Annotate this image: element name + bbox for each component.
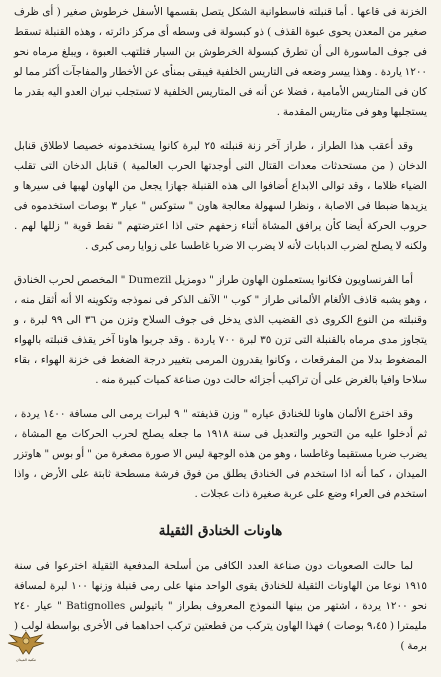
eagle-emblem-icon — [4, 628, 48, 658]
paragraph-gap — [14, 256, 427, 270]
paragraph-3: أما الفرنساويون فكانوا يستعملون الهاون طراز " دومزيل Dumezil " المخصص لحرب الخنادق ، وهو يشبه قاذف الألغام الألمانى طراز " كوب " الآنف الذكر فى نموذجه وتكوينه الا أنه أثقل منه ، وقنبلته من النوع الكروى ذى القضيب الذى يدخل فى جوف السلاح وتزن من ٣٦ الى ٩٩ لبرة ، و يتجاوز مدى مرماه بالقنبلة التى تزن ٣٥ لبرة ٧٠٠ ياردة . وقد جربوا هاونا آخر يقذف قنبلته بالهواء المضغوط بدلا من المفرقعات ، وكانوا يقدرون المرمى بتغيير درجة الضغط فى خزنة الهواء ، بقاء سلاحا وافيا بالغرض على أن تراكيب أجزائه حالت دون صناعة كميات كبيرة منه . — [14, 274, 428, 386]
paragraph-gap — [14, 122, 427, 136]
library-logo-icon — [4, 628, 48, 668]
section-heading: هاونات الخنادق الثقيلة — [158, 523, 283, 539]
logo-caption: مكتبة الميدان — [16, 658, 36, 662]
paragraph-5: لما حالت الصعوبات دون صناعة العدد الكافى من أسلحة المدفعية الثقيلة اخترعوا فى سنة ١٩١٥ نوعا من الهاونات الثقيلة للخنادق يقوى الواحد منها على رمى قنبلة وزنها ١٠٠ لبرة لمسافة نحو ١٢٠٠ يردة ، اشتهر من بينها النموذج المعروف بطراز " باتيولس Batignolles " عيار ٢٤٠ مليمترا ( ٩،٤٥ بوصات ) فهذا الهاون يتركب من قطعتين تركب احداهما فى الأخرى بواسطة لولب ( برمة ) — [14, 560, 428, 652]
page-body — [14, 2, 427, 677]
paragraph-4: وقد اخترع الألمان هاونا للخنادق عياره " وزن قذيفته " ٩ لبرات يرمى الى مسافة ١٤٠٠ يردة ، ثم أدخلوا عليه من التحوير والتعديل فى سنة ١٩١٨ ما جعله يصلح لحرب الحركات مع المشاة ، يضرب ضربا مستقيما وغاطسا ، وهو من هذه الوجهة ليس الا صورة مصغرة من " أو بوس " هاوتزر الميدان ، كما أنه اذا استخدم فى الخنادق يطلق من فوق فرشة مسطحة ثابتة على الأرض ، واذا استخدم فى العراء وضع على عربة صغيرة ذات عجلات . — [14, 408, 427, 500]
paragraph-gap — [14, 390, 427, 404]
paragraph-1: الخزنة فى قاعها . أما قنبلته فاسطوانية الشكل يتصل بقسمها الأسفل خرطوش صغير ( أى ظرف صغير من المعدن يحوى عبوة القذف ) ذو كبسولة فى وسطه أى مركز دائرته ، وهذه القنبلة تسقط فى جوف الماسورة الى أن تطرق كبسولة الخرطوش بن السيار فتلتهب العبوة ، ويبلغ مرماه نحو ١٢٠٠ ياردة . وهذا ييسر وضعه فى التاريس الخلفية فيبقى بمنأى عن الأخطار والمفاجآت أكثر مما لو كان فى المتاريس الأمامية ، فضلا عن أنه فى المتاريس الخلفية لا تستجلب نيران العدو اليه بقدر ما يستجلبها وهو فى متاريس المقدمة . — [14, 6, 427, 118]
paragraph-2: وقد أعقب هذا الطراز ، طراز آخر زنة قنبلته ٢٥ لبرة كانوا يستخدمونه خصيصا لاطلاق قنابل الدخان ( من مستحدثات معدات القتال التى أوجدتها الحرب العالمية ) قنابل الدخان التى تقلب الضياء ظلاما ، وقد توالى الابداع أضافوا الى هذه القنبلة جهازا يجعل من الهاون لهبها فى سيرها و يزيدها ضبطا فى الاصابة ، ونظرا لسهولة معالجة هاون " ستوكس " عيار ٣ بوصات استخدموه فى حروب الحركة أيضا كأن يرافق المشاة أثناء زحفهم حتى اذا اعترضتهم " نقط قوية " زللها لهم . ولكنه لا يصلح لضرب الدبابات لأنه لا يضرب الا ضربا غاطسا على زوايا رمى كبرى . — [14, 140, 427, 252]
